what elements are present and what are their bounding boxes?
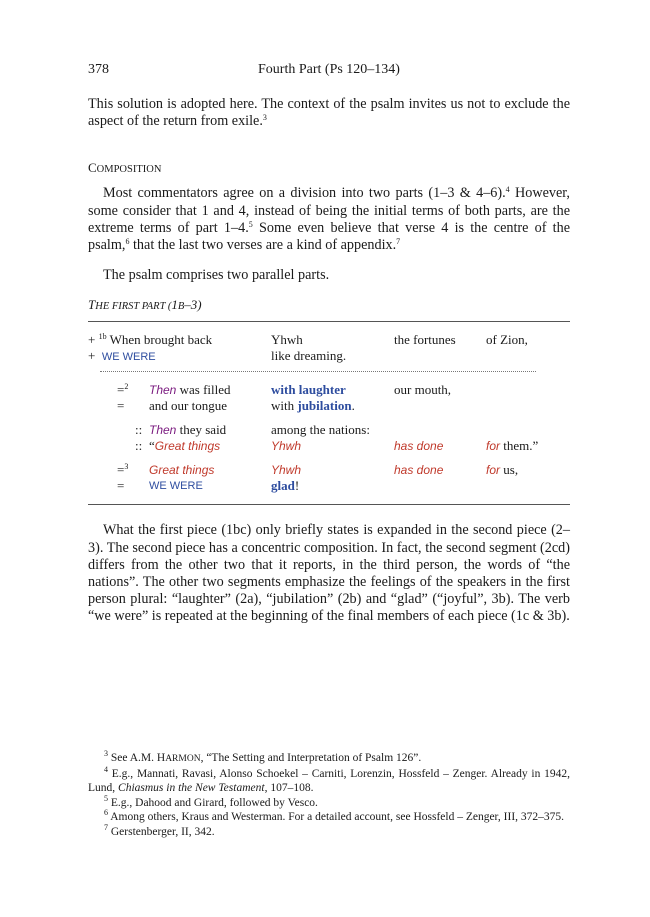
table-row: = WE WERE glad! <box>117 478 300 494</box>
running-header <box>88 62 570 82</box>
intro-paragraph: This solution is adopted here. The context of the psalm invites us not to exclude the aspect of the return from exile.$^3$ <box>88 96 570 130</box>
table-dotted-divider <box>100 371 536 372</box>
footnote-7: $^7$ Gerstenberger, II, 342. <box>104 822 215 838</box>
table-row: =$^2$ Then was filled with laughter our mouth, <box>117 382 452 398</box>
footnote-ref-4: 4 <box>505 185 510 195</box>
footnote-3: $^3$ See A.M. HARMON, “The Setting and Interpretation of Psalm 126”. <box>104 749 422 764</box>
footnote-5: $^5$ E.g., Dahood and Girard, followed by Vesco. <box>104 793 318 809</box>
analysis-paragraph: What the first piece (1bc) only briefly states is expanded in the second piece (2–3). The second piece has a concentric composition. In fact, the second segment (2cd) differs from the other two that it reports, in the third person, the words of “the nations”. The other two segments emphasize the feelings of the speakers in the first person plural: “laughter” (2a), “jubilation” (2b) and “glad” (“joyful”, 3b). The verb “we were” is repeated at the beginning of the final members of each piece (1c & 3b). <box>88 522 570 625</box>
table-row: :: Then they said among the nations: <box>135 422 370 438</box>
table-bottom-rule <box>88 504 570 505</box>
footnotes <box>88 751 570 839</box>
composition-paragraph: Most commentators agree on a division into two parts (1–3 & 4–6).$^4$ However, some consider that 1 and 4, instead of being the initial terms of both parts, are the extreme terms of part 1–4.$^5$ Some even believe that verse 4 is the centre of the psalm,$^6$ that the last two verses are a kind of appendix.$^7$ <box>88 185 570 254</box>
composition-summary: The psalm comprises two parallel parts. <box>103 267 330 284</box>
footnote-ref-3: 3 <box>262 113 267 123</box>
psalm-structure-table <box>88 321 570 505</box>
footnote-ref-6: 6 <box>125 237 130 247</box>
table-row: + WE WERE like dreaming. <box>88 348 347 364</box>
footnote-6: $^6$ Among others, Kraus and Westerman. For a detailed account, see Hossfeld – Zenger, III, 372–375. <box>104 808 565 823</box>
section-heading-composition: COMPOSITION <box>88 160 162 176</box>
page <box>88 62 570 838</box>
table-row: =$^3$ Great things Yhwh has done for us, <box>117 462 519 478</box>
table-top-rule <box>88 321 570 322</box>
running-title: Fourth Part (Ps 120–134) <box>258 62 400 77</box>
footnote-ref-7: 7 <box>396 237 401 247</box>
table-row: :: “Great things Yhwh has done for them.” <box>135 438 539 454</box>
first-part-heading: THE FIRST PART (1B–3) <box>88 297 202 313</box>
table-row: = and our tongue with jubilation. <box>117 398 355 414</box>
table-row: + $^{1b}$ When brought back Yhwh the fortunes of Zion, <box>88 332 528 348</box>
footnote-ref-5: 5 <box>248 219 253 229</box>
footnote-4: $^4$ E.g., Mannati, Ravasi, Alonso Schoekel – Carniti, Lorenzin, Hossfeld – Zenger. Already in 1942, Lund, Chiasmus in the New Testament, 107–108. <box>88 764 570 794</box>
page-number: 378 <box>88 62 109 77</box>
